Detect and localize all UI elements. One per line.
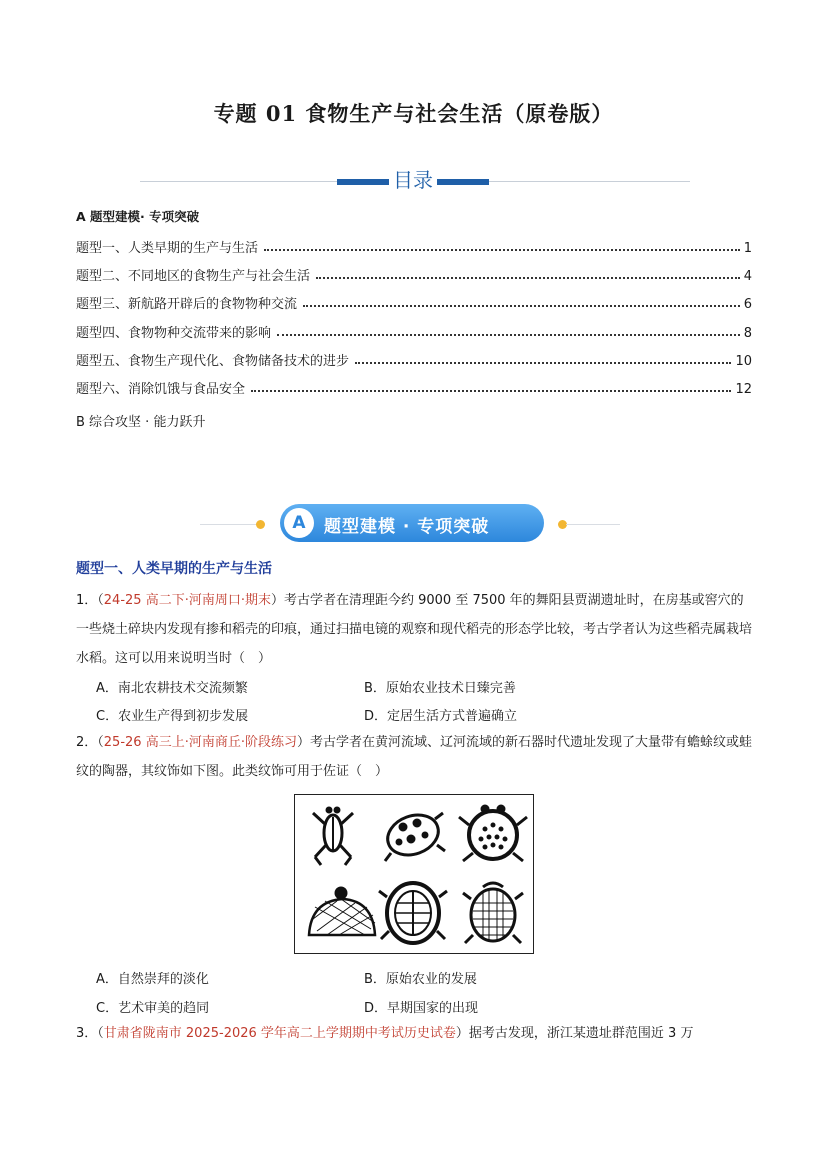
question-type-heading: 题型一、人类早期的生产与生活 [76, 561, 272, 577]
toc-item-page: 12 [735, 382, 752, 397]
question-2 [76, 728, 756, 786]
toc-item[interactable] [76, 349, 752, 369]
frog-icon [309, 887, 375, 935]
banner-text: 题型建模 · 专项突破 [324, 517, 490, 537]
toc-heading [140, 166, 690, 192]
toc-heading-label: 目录 [389, 164, 437, 193]
question-source-close: ） [455, 1026, 469, 1041]
toc-item-label: 题型五、食物生产现代化、食物储备技术的进步 [76, 354, 350, 369]
question-source: 25-26 高三上·河南商丘·阶段练习 [103, 735, 297, 750]
question-stem: 考古学者在黄河流域、辽河流域的新石器时代遗址发现了大量带有蟾蜍纹或蛙纹的陶器，其纹饰如下图。此类纹饰可用于佐证（ ） [76, 735, 752, 779]
toc-item-label: 题型一、人类早期的生产与生活 [76, 241, 259, 256]
toc-item[interactable] [76, 236, 752, 256]
question-1 [76, 586, 756, 673]
option-d[interactable]: D．早期国家的出现 [364, 1001, 479, 1016]
toc-item-page: 1 [743, 241, 752, 256]
banner-letter: A [284, 508, 314, 538]
option-d[interactable]: D．定居生活方式普遍确立 [364, 709, 518, 724]
option-a[interactable]: A．南北农耕技术交流频繁 [96, 681, 248, 696]
toc-accent-bar-left [337, 179, 389, 185]
banner-line-left [200, 524, 258, 525]
question-stem: 考古学者在清理距今约 9000 至 7500 年的舞阳县贾湖遗址时，在房基或窖穴的一些烧土碎块内发现有掺和稻壳的印痕，通过扫描电镜的观察和现代稻壳的形态学比较，考古学者认为这些稻壳属栽培水稻。这可以用来说明当时（ ） [76, 593, 753, 666]
toc-item-label: 题型四、食物物种交流带来的影响 [76, 326, 272, 341]
toc-leader-dots [264, 249, 740, 251]
question-source: 甘肃省陇南市 2025-2026 学年高二上学期期中考试历史试卷 [103, 1026, 456, 1041]
toc-accent-bar-right [437, 179, 489, 185]
toc-leader-dots [303, 305, 740, 307]
toc-item-page: 4 [743, 269, 752, 284]
toc-item[interactable] [76, 321, 752, 341]
frog-icon [382, 808, 445, 861]
frog-icon [463, 883, 523, 943]
question-stem: 据考古发现，浙江某遗址群范围近 3 万 [468, 1026, 694, 1041]
page-title: 专题 01 食物生产与社会生活（原卷版） [213, 101, 614, 126]
toc-item[interactable] [76, 292, 752, 312]
option-b[interactable]: B．原始农业技术日臻完善 [364, 681, 516, 696]
frog-icon [459, 805, 527, 861]
frog-pattern-figure [294, 794, 534, 954]
option-b[interactable]: B．原始农业的发展 [364, 972, 477, 987]
section-a-banner [200, 504, 620, 544]
question-number: 2．（ [76, 735, 104, 750]
question-number: 1．（ [76, 593, 104, 608]
banner-line-right [566, 524, 620, 525]
toc-item-label: 题型二、不同地区的食物生产与社会生活 [76, 269, 311, 284]
frog-icon [379, 883, 447, 943]
option-a[interactable]: A．自然崇拜的淡化 [96, 972, 209, 987]
toc-section-a: A 题型建模· 专项突破 [76, 209, 200, 224]
toc-item-label: 题型六、消除饥饿与食品安全 [76, 382, 246, 397]
question-3 [76, 1019, 756, 1048]
toc-item-page: 10 [735, 354, 752, 369]
toc-leader-dots [355, 362, 731, 364]
toc-section-b: B 综合攻坚 · 能力跃升 [76, 415, 206, 430]
frog-icon [313, 807, 353, 865]
toc-item-label: 题型三、新航路开辟后的食物物种交流 [76, 297, 298, 312]
toc-leader-dots [251, 390, 731, 392]
question-source: 24-25 高二下·河南周口·期末 [103, 593, 271, 608]
toc-item-page: 6 [743, 297, 752, 312]
banner-dot-left [256, 520, 265, 529]
toc-item[interactable] [76, 377, 752, 397]
toc-leader-dots [277, 334, 740, 336]
question-source-close: ） [270, 593, 284, 608]
toc-item-page: 8 [743, 326, 752, 341]
question-source-close: ） [296, 735, 310, 750]
option-c[interactable]: C．农业生产得到初步发展 [96, 709, 249, 724]
question-number: 3．（ [76, 1026, 104, 1041]
option-c[interactable]: C．艺术审美的趋同 [96, 1001, 210, 1016]
toc-item[interactable] [76, 264, 752, 284]
toc-leader-dots [316, 277, 740, 279]
